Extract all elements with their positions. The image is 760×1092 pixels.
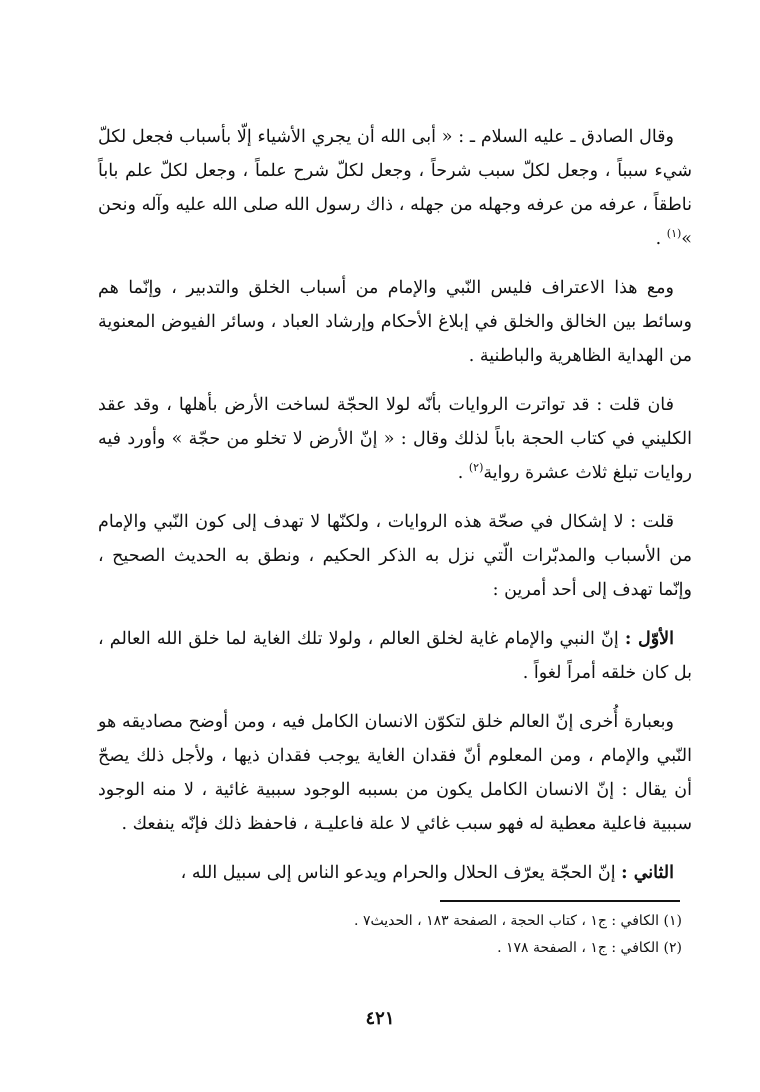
footnote-divider	[440, 900, 680, 902]
body-text	[98, 120, 692, 905]
footnote-2: (٢) الكافي : ج١ ، الصفحة ١٧٨ .	[497, 940, 682, 956]
paragraph-text: ومع هذا الاعتراف فليس النّبي والإمام من أسباب الخلق والتدبير ، وإنّما هم وسائط بين الخالق والخلق في إبلاغ الأحكام وإرشاد العباد ، وسائر الفيوض المعنوية من الهداية الظاهرية والباطنية .	[98, 278, 692, 366]
page-number: ٤٢١	[365, 1008, 395, 1029]
paragraph-lead: الأوّل :	[624, 629, 675, 649]
footnotes	[98, 908, 682, 962]
paragraph-4	[98, 505, 692, 607]
paragraph-6	[98, 705, 692, 841]
paragraph-text: وبعبارة أُخرى إنّ العالم خلق لتكوّن الانسان الكامل فيه ، ومن أوضح مصاديقه هو النّبي والإمام ، ومن المعلوم أنّ فقدان الغاية يوجب فقدان ذيها ، ولأجل ذلك يصحّ أن يقال : إنّ الانسان الكامل يكون من بسببه الوجود سببية غائية ، لا منه الوجود سببية فاعلية معطية له فهو سبب غائي لا علة فاعليـة ، فاحفظ ذلك فإنّه ينفعك .	[98, 712, 692, 834]
paragraph-text: وقال الصادق ـ عليه السلام ـ : « أبى الله أن يجري الأشياء إلّا بأسباب فجعل لكلّ شيء سبباً ، وجعل لكلّ سبب شرحاً ، وجعل لكلّ شرح علماً ، وجعل لكلّ علم باباً ناطقاً ، عرفه من عرفه وجهله من جهله ، ذاك رسول الله صلى الله عليه وآله ونحن »	[98, 127, 692, 249]
paragraph-text: إنّ النبي والإمام غاية لخلق العالم ، ولولا تلك الغاية لما خلق الله العالم ، بل كان خلقه أمراً لغواً .	[98, 629, 692, 683]
paragraph-7	[98, 856, 692, 890]
paragraph-tail: .	[655, 229, 667, 249]
paragraph-tail: .	[457, 463, 469, 483]
footnote-1: (١) الكافي : ج١ ، كتاب الحجة ، الصفحة ١٨٣ ، الحديث٧ .	[354, 913, 682, 929]
paragraph-3	[98, 388, 692, 490]
paragraph-5	[98, 622, 692, 690]
footnote-reference: (٢)	[468, 461, 484, 475]
footnote-reference: (١)	[666, 227, 682, 241]
paragraph-text: فان قلت : قد تواترت الروايات بأنّه لولا الحجّة لساخت الأرض بأهلها ، وقد عقد الكليني في كتاب الحجة باباً لذلك وقال : « إنّ الأرض لا تخلو من حجّة » وأورد فيه روايات تبلغ ثلاث عشرة رواية	[98, 395, 692, 483]
paragraph-1	[98, 120, 692, 256]
paragraph-lead: الثاني :	[621, 863, 674, 883]
paragraph-text: إنّ الحجّة يعرّف الحلال والحرام ويدعو الناس إلى سبيل الله ،	[180, 863, 622, 883]
paragraph-text: قلت : لا إشكال في صحّة هذه الروايات ، ولكنّها لا تهدف إلى كون النّبي والإمام من الأسباب والمدبّرات الّتي نزل به الذكر الحكيم ، ونطق به الحديث الصحيح ، وإنّما تهدف إلى أحد أمرين :	[98, 512, 692, 600]
paragraph-2	[98, 271, 692, 373]
